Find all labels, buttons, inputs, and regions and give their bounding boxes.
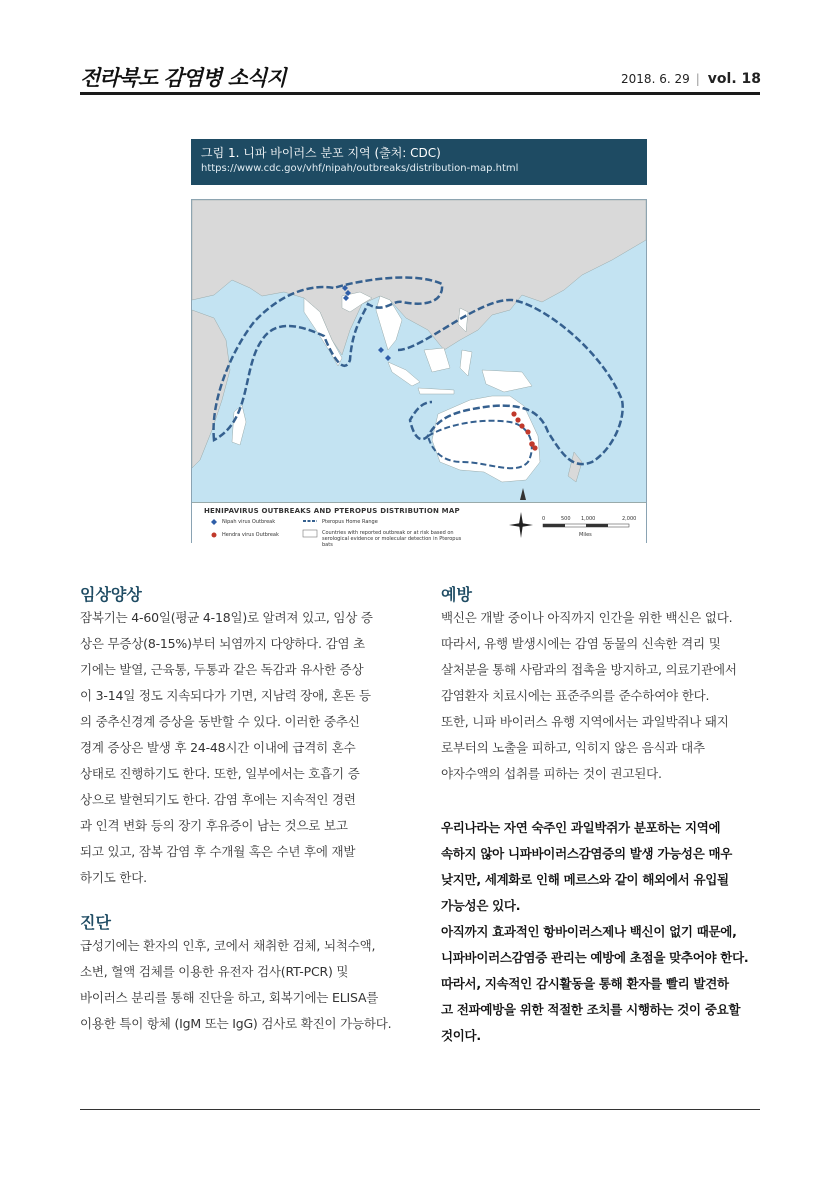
distribution-map <box>191 199 647 548</box>
summary-line: 속하지 않아 니파바이러스감염증의 발생 가능성은 매우 <box>441 846 733 861</box>
summary-line: 니파바이러스감염증 관리는 예방에 초점을 맞추어야 한다. <box>441 950 749 965</box>
map-legend <box>192 502 646 548</box>
summary-paragraph <box>441 815 763 1049</box>
clinical-line: 상으로 발현되기도 한다. 감염 후에는 지속적인 경련 <box>80 792 356 807</box>
prevention-line: 감염환자 치료시에는 표준주의를 준수하여야 한다. <box>441 688 710 703</box>
legend-symbols-right <box>302 517 318 539</box>
legend-nipah-label: Nipah virus Outbreak <box>222 519 276 525</box>
summary-line: 가능성은 있다. <box>441 898 521 913</box>
legend-range-label: Pteropus Home Range <box>322 519 378 525</box>
summary-line: 고 전파예방을 위한 적절한 조치를 시행하는 것이 중요할 <box>441 1002 741 1017</box>
summary-line: 것이다. <box>441 1028 481 1043</box>
issue-divider: | <box>695 72 700 86</box>
hendra-marker <box>519 423 524 428</box>
legend-symbols-left <box>210 518 218 542</box>
scale-tick-500: 500 <box>561 516 571 522</box>
scale-tick-2000: 2,000 <box>622 516 637 522</box>
legend-risk-label: Countries with reported outbreak or at risk based on serological evidence or molecular detection in Pteropus bats <box>322 530 462 548</box>
clinical-line: 경계 증상은 발생 후 24-48시간 이내에 급격히 혼수 <box>80 740 356 755</box>
prevention-line: 따라서, 유행 발생시에는 감염 동물의 신속한 격리 및 <box>441 636 721 651</box>
clinical-line: 상은 무증상(8-15%)부터 뇌염까지 다양하다. 감염 초 <box>80 636 365 651</box>
clinical-line: 과 인격 변화 등의 장기 후유증이 남는 것으로 보고 <box>80 818 348 833</box>
hendra-marker <box>511 411 516 416</box>
summary-line: 우리나라는 자연 숙주인 과일박쥐가 분포하는 지역에 <box>441 820 721 835</box>
map-graphic <box>192 200 646 502</box>
diagnosis-line: 이용한 특이 항체 (IgM 또는 IgG) 검사로 확진이 가능하다. <box>80 1016 392 1031</box>
issue-date: 2018. 6. 29 <box>621 72 690 86</box>
prevention-section-title: 예방 <box>441 585 472 604</box>
figure-caption-title: 그림 1. 니파 바이러스 분포 지역 (출처: CDC) <box>201 146 441 160</box>
prevention-line: 야자수액의 섭취를 피하는 것이 권고된다. <box>441 766 662 781</box>
issue-info <box>621 71 761 87</box>
prevention-paragraph <box>441 605 761 787</box>
prevention-line: 로부터의 노출을 피하고, 익히지 않은 음식과 대추 <box>441 740 705 755</box>
diagnosis-section-title: 진단 <box>80 913 111 932</box>
clinical-line: 잠복기는 4-60일(평균 4-18일)로 알려져 있고, 임상 증 <box>80 610 373 625</box>
newsletter-brand: 전라북도 감염병 소식지 <box>80 65 286 90</box>
scale-bar <box>542 523 632 529</box>
prevention-line: 백신은 개발 중이나 아직까지 인간을 위한 백신은 없다. <box>441 610 733 625</box>
hendra-marker <box>525 429 530 434</box>
footer-rule <box>80 1109 760 1110</box>
scale-tick-0: 0 <box>542 516 546 522</box>
legend-title: HENIPAVIRUS OUTBREAKS AND PTEROPUS DISTRIBUTION MAP <box>204 507 460 515</box>
clinical-line: 되고 있고, 잠복 감염 후 수개월 혹은 수년 후에 재발 <box>80 844 356 859</box>
hendra-marker <box>515 417 520 422</box>
clinical-section-title: 임상양상 <box>80 585 142 604</box>
clinical-line: 기에는 발열, 근육통, 두통과 같은 독감과 유사한 증상 <box>80 662 364 677</box>
diagnosis-line: 급성기에는 환자의 인후, 코에서 채취한 검체, 뇌척수액, <box>80 938 376 953</box>
nipah-legend-icon <box>211 519 217 525</box>
compass-icon <box>508 511 534 539</box>
clinical-line: 하기도 한다. <box>80 870 147 885</box>
diagnosis-line: 소변, 혈액 검체를 이용한 유전자 검사(RT-PCR) 및 <box>80 964 349 979</box>
prevention-line: 살처분을 통해 사람과의 접촉을 방지하고, 의료기관에서 <box>441 662 737 677</box>
summary-line: 따라서, 지속적인 감시활동을 통해 환자를 빨리 발견하 <box>441 976 729 991</box>
hendra-legend-icon <box>212 533 217 538</box>
prevention-line: 또한, 니파 바이러스 유행 지역에서는 과일박쥐나 돼지 <box>441 714 729 729</box>
figure-caption <box>191 139 647 185</box>
scale-unit: Miles <box>579 532 592 538</box>
summary-line: 아직까지 효과적인 항바이러스제나 백신이 없기 때문에, <box>441 924 737 939</box>
clinical-line: 의 중추신경계 증상을 동반할 수 있다. 이러한 중추신 <box>80 714 360 729</box>
diagnosis-paragraph <box>80 933 398 1037</box>
summary-line: 낮지만, 세계화로 인해 메르스와 같이 해외에서 유입될 <box>441 872 729 887</box>
scale-tick-1000: 1,000 <box>581 516 596 522</box>
clinical-line: 상태로 진행하기도 한다. 또한, 일부에서는 호흡기 증 <box>80 766 360 781</box>
diagnosis-line: 바이러스 분리를 통해 진단을 하고, 회복기에는 ELISA를 <box>80 990 379 1005</box>
header-rule <box>80 92 760 95</box>
clinical-paragraph <box>80 605 398 891</box>
hendra-marker <box>532 445 537 450</box>
legend-hendra-label: Hendra virus Outbreak <box>222 532 279 538</box>
risk-country-legend-icon <box>303 530 317 537</box>
clinical-line: 이 3-14일 정도 지속되다가 기면, 지남력 장애, 혼돈 등 <box>80 688 371 703</box>
figure-source-url: https://www.cdc.gov/vhf/nipah/outbreaks/distribution-map.html <box>201 163 519 174</box>
issue-volume: vol. 18 <box>707 71 761 87</box>
